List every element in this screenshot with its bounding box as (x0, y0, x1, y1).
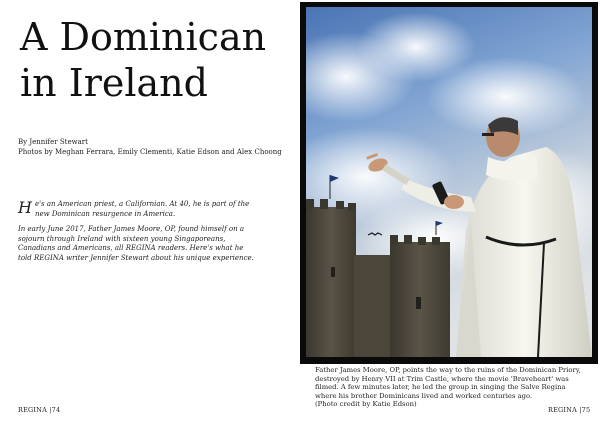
caption-text: Father James Moore, OP, points the way to the ruins of the Dominican Priory, destroyed by Henry VII at Trim Castle, where the movie 'Braveheart' was filmed. A few minutes later, he led the group in singing the Salve Regina where his brother Dominicans lived and worked centuries ago. (315, 366, 581, 400)
photos-credit-line: Photos by Meghan Ferrara, Emily Clementi, Katie Edson and Alex Choong (18, 148, 282, 156)
title-line-2: in Ireland (20, 61, 208, 105)
article-title (20, 14, 266, 106)
article-intro (18, 200, 258, 269)
featured-photo (306, 7, 592, 357)
byline (18, 137, 282, 157)
intro-paragraph-2: In early June 2017, Father James Moore, OP, found himself on a sojourn through Ireland with sixteen young Singaporeans, Canadians and Americans, all REGINA readers. Here's what he told REGINA writer Jennifer Stewart about his unique experience. (18, 225, 254, 262)
intro-paragraph-1-text: e's an American priest, a Californian. At 40, he is part of the new Dominican resurgence in America. (34, 200, 250, 218)
intro-paragraph-1 (18, 200, 258, 219)
photo-credit: (Photo credit by Katie Edson) (315, 400, 417, 409)
drop-cap: H (18, 198, 32, 217)
folio-left: REGINA |74 (18, 406, 61, 414)
author-line: By Jennifer Stewart (18, 138, 88, 146)
title-line-1: A Dominican (20, 15, 267, 59)
folio-right: REGINA |75 (548, 406, 591, 414)
photo-caption (315, 366, 585, 409)
photo-illustration (306, 7, 592, 357)
